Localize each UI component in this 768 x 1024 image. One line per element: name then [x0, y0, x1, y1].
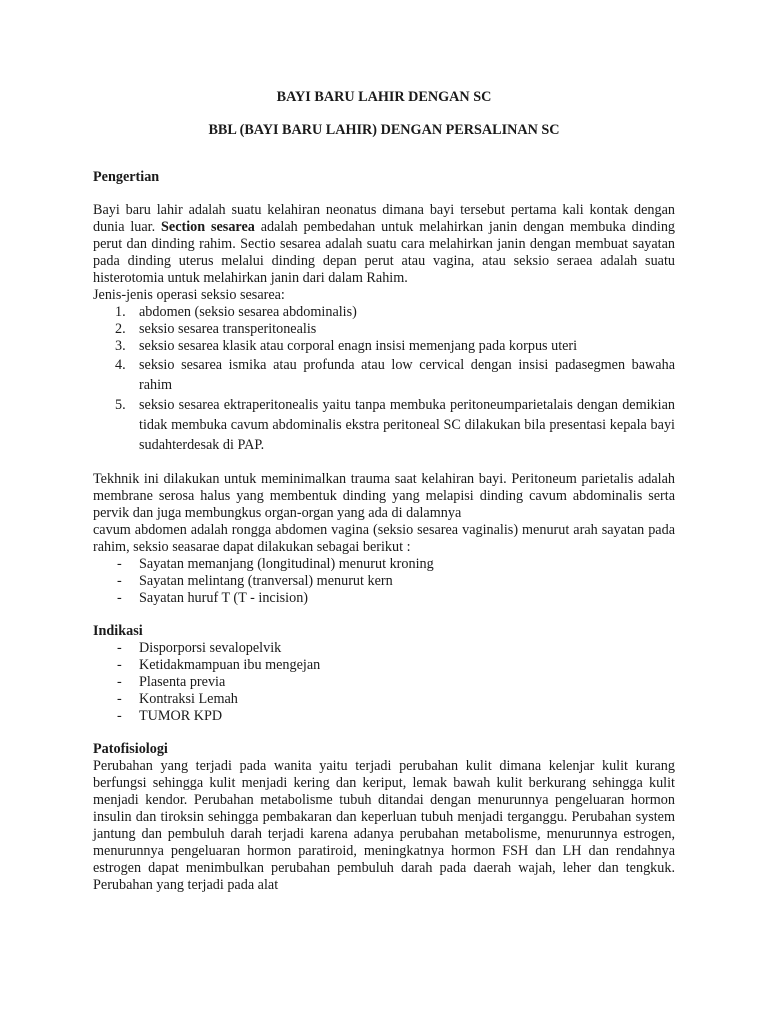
sayatan-list: [93, 556, 675, 607]
patofisiologi-paragraph: Perubahan yang terjadi pada wanita yaitu terjadi perubahan kulit dimana kelenjar kulit kurang berfungsi sehingga kulit menjadi kering dan keriput, lemak bawah kulit berkurang sehingga kulit menjadi kendor. Perubahan metabolisme tubuh ditandai dengan menurunnya pengeluaran hormon insulin dan tiroksin sehingga pembakaran dan keperluan tubuh menjadi terganggu. Perubahan system jantung dan pembuluh darah terjadi karena adanya perubahan metabolisme, menurunnya estrogen, menurunnya pengeluaran hormon paratiroid, meningkatnya hormon FSH dan LH dan rendahnya estrogen dapat menimbulkan perubahan pembuluh darah pada daerah wajah, leher dan tengkuk. Perubahan yang terjadi pada alat: [93, 758, 675, 893]
jenis-operasi-list: [93, 304, 675, 455]
list-item: [93, 640, 675, 657]
list-item-text: Sayatan melintang (tranversal) menurut kern: [139, 573, 393, 589]
list-dash: -: [117, 708, 122, 724]
list-item: [93, 321, 675, 338]
list-item-text: seksio sesarea ektraperitonealis yaitu tanpa membuka peritoneumparietalais dengan demikian tidak membuka cavum abdominalis ekstra peritoneal SC dilakukan bila presentasi kepala bayi sudahterdesak di PAP.: [139, 397, 675, 453]
list-dash: -: [117, 657, 122, 673]
list-item: [93, 573, 675, 590]
list-number: 1.: [115, 304, 126, 320]
list-item: [93, 355, 675, 395]
pengertian-bold-term: Section sesarea: [161, 219, 255, 235]
list-item-text: seksio sesarea ismika atau profunda atau low cervical dengan insisi padasegmen bawaha rahim: [139, 357, 675, 393]
indikasi-list: [93, 640, 675, 725]
list-item-text: seksio sesarea klasik atau corporal enagn insisi memenjang pada korpus uteri: [139, 338, 578, 354]
list-number: 2.: [115, 321, 126, 337]
pengertian-text-2: adalah pembedahan untuk melahirkan janin dengan membuka dinding perut dan dinding rahim. Sectio sesarea adalah suatu cara melahirkan janin dengan membuat sayatan pada dinding uterus melalui dinding depan perut atau vagina, atau seksio seraea adalah suatu histerotomia untuk melahirkan janin dari dalam Rahim.: [93, 219, 676, 286]
pengertian-paragraph: [93, 202, 675, 287]
list-item: [93, 590, 675, 607]
list-item-text: TUMOR KPD: [139, 708, 223, 724]
list-item-text: Ketidakmampuan ibu mengejan: [139, 657, 321, 673]
list-item-text: Plasenta previa: [139, 674, 226, 690]
list-dash: -: [117, 590, 122, 606]
list-item-text: abdomen (seksio sesarea abdominalis): [139, 304, 357, 320]
heading-patofisiologi: Patofisiologi: [93, 741, 168, 757]
list-number: 4.: [115, 357, 126, 373]
document-subtitle: BBL (BAYI BARU LAHIR) DENGAN PERSALINAN SC: [208, 122, 560, 138]
list-number: 3.: [115, 338, 126, 354]
list-item: [93, 674, 675, 691]
document-body: [93, 88, 675, 894]
list-item-text: Sayatan huruf T (T - incision): [139, 590, 309, 606]
list-dash: -: [117, 556, 122, 572]
list-dash: -: [117, 674, 122, 690]
list-item-text: Sayatan memanjang (longitudinal) menurut kroning: [139, 556, 434, 572]
heading-pengertian: Pengertian: [93, 169, 160, 185]
list-item-text: seksio sesarea transperitonealis: [139, 321, 317, 337]
list-item: [93, 691, 675, 708]
list-item: [93, 708, 675, 725]
list-item: [93, 556, 675, 573]
pengertian-text-1: Bayi baru lahir adalah suatu kelahiran neonatus dimana bayi tersebut pertama kali kontak dengan dunia luar.: [93, 202, 675, 235]
jenis-intro: Jenis-jenis operasi seksio sesarea:: [93, 287, 285, 303]
list-item-text: Disporporsi sevalopelvik: [139, 640, 282, 656]
list-item: [93, 304, 675, 321]
list-dash: -: [117, 573, 122, 589]
list-item: [93, 338, 675, 355]
teknik-paragraph-1: Tekhnik ini dilakukan untuk meminimalkan trauma saat kelahiran bayi. Peritoneum parietalis adalah membrane serosa halus yang membentuk dinding yang melapisi dinding cavum abdominalis serta pervik dan juga membungkus organ-organ yang ada di dalamnya: [93, 471, 675, 521]
list-dash: -: [117, 640, 122, 656]
list-number: 5.: [115, 397, 126, 413]
list-item: [93, 657, 675, 674]
list-dash: -: [117, 691, 122, 707]
list-item-text: Kontraksi Lemah: [139, 691, 238, 707]
document-title: BAYI BARU LAHIR DENGAN SC: [276, 89, 492, 105]
heading-indikasi: Indikasi: [93, 623, 143, 639]
list-item: [93, 395, 675, 455]
teknik-paragraph-2: cavum abdomen adalah rongga abdomen vagina (seksio sesarea vaginalis) menurut arah sayatan pada rahim, seksio seasarae dapat dilakukan sebagai berikut :: [93, 522, 675, 555]
